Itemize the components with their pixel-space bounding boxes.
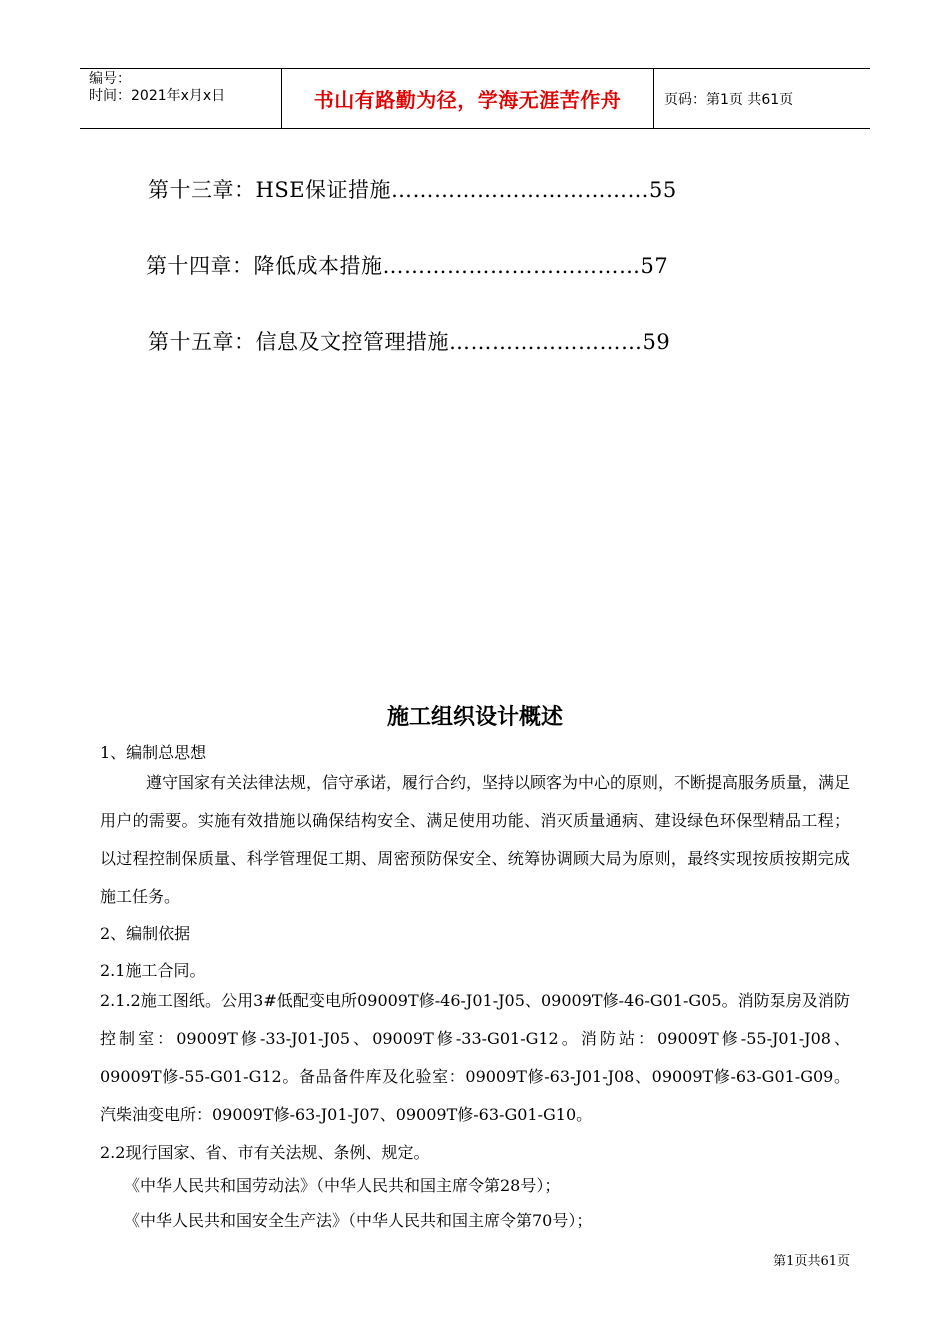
paragraph-principle: 遵守国家有关法律法规，信守承诺，履行合约，坚持以顾客为中心的原则，不断提高服务质量，满足用户的需要。实施有效措施以确保结构安全、满足使用功能、消灭质量通病、建设绿色环保型精品工程；以过程控制保质量、科学管理促工期、周密预防保安全、统筹协调顾大局为原则，最终实现按质按期完成施工任务。 bbox=[100, 773, 851, 906]
section-title: 施工组织设计概述 bbox=[386, 705, 563, 730]
header-page-info: 页码：第1页 共61页 bbox=[664, 91, 794, 108]
document-number: 编号： bbox=[89, 71, 131, 87]
basis-contract: 2.1施工合同。 bbox=[100, 961, 206, 980]
header-motto: 书山有路勤为径，学海无涯苦作舟 bbox=[313, 88, 622, 112]
heading-compile-principle: 1、编制总思想 bbox=[100, 743, 207, 762]
law-labor: 《中华人民共和国劳动法》（中华人民共和国主席令第28号）； bbox=[124, 1176, 561, 1195]
page-header bbox=[80, 68, 870, 129]
toc-entry-14: 第十四章：降低成本措施………………………………57 bbox=[146, 254, 669, 278]
header-meta bbox=[80, 69, 282, 128]
page-footer: 第1页共61页 bbox=[773, 1254, 850, 1269]
heading-compile-basis: 2、编制依据 bbox=[100, 924, 191, 943]
toc-entry-15: 第十五章：信息及文控管理措施………………………59 bbox=[148, 330, 671, 354]
document-date: 时间：2021年x月x日 bbox=[89, 88, 226, 104]
law-safety: 《中华人民共和国安全生产法》（中华人民共和国主席令第70号）； bbox=[124, 1211, 593, 1230]
basis-drawings: 2.1.2施工图纸。公用3#低配变电所09009T修-46-J01-J05、09009T修-46-G01-G05。消防泵房及消防控制室：09009T修-33-J01-J05、09009T修-33-G01-G12。消防站：09009T修-55-J01-J08、09009T修-55-G01-G12。备品备件库及化验室：09009T修-63-J01-J08、09009T修-63-G01-G09。汽柴油变电所：09009T修-63-J01-J07、09009T修-63-G01-G10。 bbox=[100, 991, 850, 1124]
toc-entry-13: 第十三章：HSE保证措施………………………………55 bbox=[148, 178, 677, 202]
basis-regulations: 2.2现行国家、省、市有关法规、条例、规定。 bbox=[100, 1143, 430, 1162]
header-motto-cell bbox=[282, 69, 654, 128]
